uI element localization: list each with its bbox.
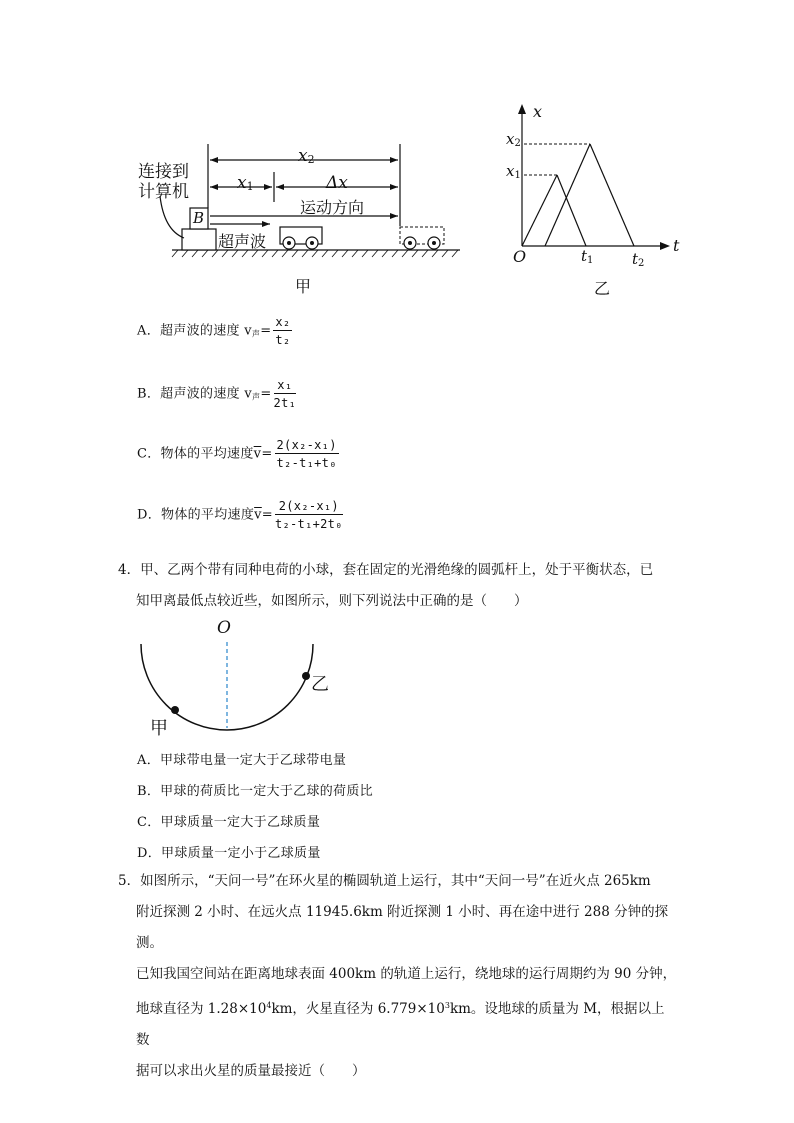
q5-line1: 5．如图所示，“天问一号”在环火星的椭圆轨道上运行，其中“天问一号”在近火点 265km bbox=[118, 873, 651, 889]
q4-option-d[interactable]: D．甲球质量一定小于乙球质量 bbox=[137, 846, 321, 861]
x2-label: $x_2$ bbox=[298, 146, 315, 166]
q5-line2: 附近探测 2 小时、在远火点 11945.6km 附近探测 1 小时、再在途中进行 288 分钟的探测。 bbox=[136, 904, 669, 951]
yi-x-axis-label: x bbox=[533, 102, 543, 121]
q4-stem-line2: 知甲离最低点较近些，如图所示，则下列说法中正确的是（ ） bbox=[136, 593, 528, 609]
q4-option-c[interactable]: C．甲球质量一定大于乙球质量 bbox=[137, 815, 321, 830]
x1-label: $x_1$ bbox=[237, 173, 254, 193]
q5-line4: 地球直径为 $1.28\times 10^4km$，火星直径为 $6.779\times 10^3km$。设地球的质量为 M，根据以上数 bbox=[136, 1001, 665, 1048]
b-label: B bbox=[193, 209, 205, 227]
dx-label: Δx bbox=[326, 173, 348, 193]
connect-label-line1: 连接到 bbox=[138, 162, 189, 182]
q5-line5: 据可以求出火星的质量最接近（ ） bbox=[136, 1063, 366, 1079]
q5-line3: 已知我国空间站在距离地球表面 400km 的轨道上运行，绕地球的运行周期约为 90 分钟， bbox=[136, 966, 677, 982]
q4-stem-line1: 4．甲、乙两个带有同种电荷的小球，套在固定的光滑绝缘的圆弧杆上，处于平衡状态，已 bbox=[118, 562, 654, 578]
q4-fig-o: O bbox=[217, 618, 231, 638]
q4-option-a[interactable]: A．甲球带电量一定大于乙球带电量 bbox=[137, 753, 347, 768]
yi-t2-label: $t_2$ bbox=[632, 250, 645, 269]
q4-fig-jia: 甲 bbox=[150, 718, 168, 739]
connect-label-line2: 计算机 bbox=[138, 182, 189, 202]
figure-jia-caption: 甲 bbox=[295, 277, 312, 296]
yi-t-axis-label: t bbox=[673, 236, 680, 255]
yi-origin: O bbox=[513, 247, 527, 266]
wave-label: 超声波 bbox=[218, 232, 267, 251]
q4-stem bbox=[118, 555, 678, 617]
direction-label: 运动方向 bbox=[300, 198, 365, 217]
yi-t1-label: $t_1$ bbox=[581, 247, 594, 266]
figure-yi-caption: 乙 bbox=[594, 279, 611, 298]
yi-x2-label: $x_2$ bbox=[506, 130, 521, 149]
q3-option-a[interactable]: A．超声波的速度 $v_声=$ $\frac{\text{x₂}}{\text{t₂}}$ bbox=[137, 315, 291, 347]
q3-option-d[interactable]: D．物体的平均速度$\overline{v}=$ $\frac{\text{2(x₂-x₁)}}{\text{t₂-t₁+2t₀}}$ bbox=[137, 499, 343, 531]
q5-stem bbox=[118, 866, 678, 1087]
figure-yi bbox=[500, 100, 690, 300]
q3-option-b[interactable]: B．超声波的速度 $v_声=$ $\frac{\text{x₁}}{\text{2t₁}}$ bbox=[137, 378, 297, 410]
q4-fig-yi: 乙 bbox=[311, 674, 329, 695]
q4-option-b[interactable]: B．甲球的荷质比一定大于乙球的荷质比 bbox=[137, 784, 373, 799]
q3-option-c[interactable]: C．物体的平均速度$\overline{v}=$ $\frac{\text{2(x₂-x₁)}}{\text{t₂-t₁+t₀}}$ bbox=[137, 438, 337, 470]
yi-x1-label: $x_1$ bbox=[506, 162, 521, 181]
